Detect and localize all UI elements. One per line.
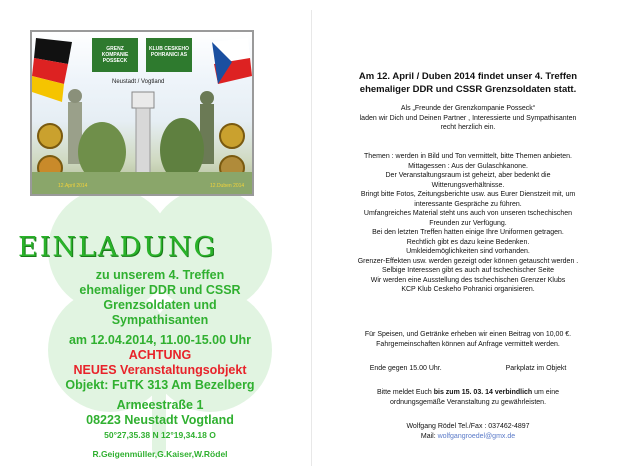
- left-line-9: Armeestraße 1: [116, 398, 204, 412]
- right-paragraph-2: [316, 152, 620, 295]
- right-title: [316, 70, 620, 96]
- right-paragraph-4: [316, 388, 620, 407]
- contact-mail-line: [316, 432, 620, 442]
- right-p1-line-3: recht herzlich ein.: [440, 124, 496, 131]
- right-p1-line-2: laden wir Dich und Deinen Partner , Interessierte und Sympathisanten: [359, 114, 577, 122]
- invitation-heading: EINLADUNG: [18, 232, 218, 263]
- right-p2-line: KCP Klub Ceskeho Pohranici organisieren.: [401, 286, 535, 293]
- right-title-line-1: Am 12. April / Duben 2014 findet unser 4. Treffen: [358, 71, 578, 82]
- right-p2-line: Rechtlich gibt es dazu keine Bedenken.: [406, 238, 530, 246]
- right-p2-line: Grenzer-Effekten usw. werden gezeigt oder können getauscht werden .: [357, 257, 579, 265]
- right-p2-line: Umkleidemöglichkeiten sind vorhanden.: [406, 248, 530, 255]
- end-time: Ende gegen 15.00 Uhr.: [369, 365, 442, 372]
- right-paragraph-1: [316, 104, 620, 133]
- right-title-line-2: ehemaliger DDR und CSSR Grenzsoldaten statt.: [359, 84, 577, 95]
- left-line-3: Grenzsoldaten und: [103, 298, 217, 312]
- left-line-4: Sympathisanten: [111, 313, 209, 327]
- left-line-5: am 12.04.2014, 11.00-15.00 Uhr: [68, 333, 252, 347]
- left-coordinates: 50°27,35.38 N 12°19,34.18 O: [104, 430, 216, 440]
- right-p2-line: Mittagessen : Aus der Gulaschkanone.: [408, 162, 528, 170]
- left-names: R.Geigenmüller,G.Kaiser,W.Rödel: [92, 449, 228, 459]
- right-p2-line: Der Veranstaltungsraum ist geheizt, aber bedenkt die: [385, 172, 551, 179]
- right-p2-line: Selbige Interessen gibt es auch auf tschechischer Seite: [382, 267, 554, 274]
- right-p2-line: interessante Gespräche zu führen.: [414, 200, 522, 208]
- registration-line-2: ordnungsgemäße Veranstaltung zu gewährleisten.: [389, 398, 547, 406]
- left-line-10: 08223 Neustadt Vogtland: [86, 413, 234, 427]
- right-contact: [316, 422, 620, 441]
- right-paragraph-3: [316, 330, 620, 349]
- right-p3-line-1: Für Speisen, und Getränke erheben wir einen Beitrag von 10,00 €.: [364, 331, 572, 338]
- mail-label: Mail:: [420, 432, 438, 440]
- parking-info: Parkplatz im Objekt: [505, 365, 567, 372]
- poster-left-badge: GRENZ KOMPANIE POSSECK: [101, 46, 129, 64]
- left-line-8: Objekt: FuTK 313 Am Bezelberg: [65, 378, 255, 392]
- right-end-row: [316, 364, 620, 374]
- right-p2-line: Umfangreiches Material steht uns auch von unseren tschechischen: [363, 210, 573, 217]
- left-line-2: ehemaliger DDR und CSSR: [79, 283, 241, 297]
- registration-deadline: bis zum 15. 03. 14 verbindlich: [433, 389, 533, 396]
- event-poster-image: [30, 30, 254, 196]
- poster-date-right: 12.Duben 2014: [210, 183, 245, 189]
- right-p2-line: Witterungsverhältnisse.: [431, 181, 505, 189]
- contact-phone: Wolfgang Rödel Tel./Fax : 037462-4897: [406, 423, 530, 430]
- left-line-7: NEUES Veranstaltungsobjekt: [73, 363, 247, 377]
- poster-town: Neustadt / Vogtland: [112, 79, 165, 85]
- right-p1-line-1: Als „Freunde der Grenzkompanie Posseck“: [400, 105, 536, 112]
- right-p2-line: Freunden zur Verfügung.: [429, 219, 507, 227]
- column-divider: [311, 10, 312, 466]
- registration-line: [316, 388, 620, 398]
- right-p3-line-2: Fahrgemeinschaften können auf Anfrage vermittelt werden.: [376, 340, 560, 348]
- right-p2-line: Bringt bitte Fotos, Zeitungsberichte usw. aus Eurer Dienstzeit mit, um: [360, 191, 576, 198]
- right-p2-line: Bei den letzten Treffen hatten einige Ihre Uniformen getragen.: [372, 229, 564, 236]
- registration-post: um eine: [532, 389, 560, 396]
- left-line-6: ACHTUNG: [128, 348, 192, 362]
- mail-link[interactable]: wolfgangroedel@gmx.de: [437, 432, 516, 440]
- registration-pre: Bitte meldet Euch: [376, 389, 434, 396]
- right-p2-line: Themen : werden in Bild und Ton vermittelt, bitte Themen anbieten.: [364, 153, 572, 160]
- poster-date-left: 12.April 2014: [58, 183, 88, 189]
- poster-right-badge: KLUB CESKEHO POHRANICI AS: [148, 46, 189, 58]
- right-p2-line: Wir werden eine Ausstellung des tschechischen Grenzer Klubs: [370, 276, 566, 284]
- left-line-1: zu unserem 4. Treffen: [95, 268, 225, 282]
